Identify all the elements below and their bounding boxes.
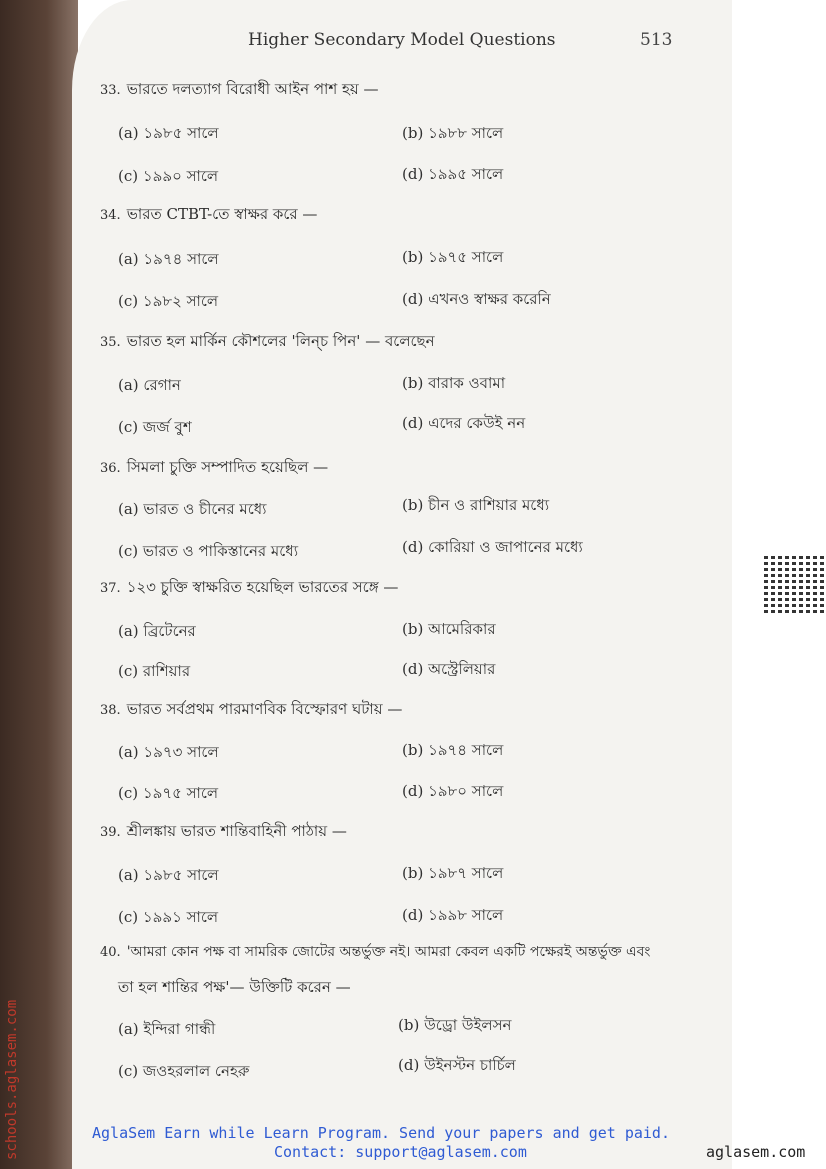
option-b: (b) উড্রো উইলসন [398, 1016, 512, 1034]
option-d: (d) ১৯৯৫ সালে [402, 165, 504, 183]
question-number: 34. [100, 208, 121, 223]
option-c: (c) ভারত ও পাকিস্তানের মধ্যে [118, 542, 299, 560]
option-c: (c) জওহরলাল নেহরু [118, 1062, 250, 1080]
option-c: (c) রাশিয়ার [118, 662, 191, 680]
option-b: (b) ১৯৭৪ সালে [402, 741, 504, 759]
question-37 [100, 576, 398, 601]
question-number: 39. [100, 825, 121, 840]
option-a: (a) ১৯৭৪ সালে [118, 250, 219, 268]
page-number: 513 [640, 30, 673, 50]
option-d: (d) ১৯৯৮ সালে [402, 906, 504, 924]
question-text: ভারত CTBT-তে স্বাক্ষর করে — [126, 205, 318, 223]
question-39 [100, 820, 347, 845]
page-header-title: Higher Secondary Model Questions [248, 30, 556, 50]
option-c: (c) ১৯৯০ সালে [118, 167, 219, 185]
question-40 [100, 940, 650, 964]
question-text: ভারতে দলত্যাগ বিরোধী আইন পাশ হয় — [126, 80, 379, 98]
option-a: (a) রেগান [118, 376, 181, 394]
option-b: (b) আমেরিকার [402, 620, 496, 638]
question-text: সিমলা চুক্তি সম্পাদিত হয়েছিল — [126, 458, 329, 476]
question-36 [100, 456, 328, 481]
question-number: 38. [100, 703, 121, 718]
option-d: (d) এখনও স্বাক্ষর করেনি [402, 290, 551, 308]
footer-site-link[interactable]: aglasem.com [706, 1143, 806, 1161]
question-text: ভারত সর্বপ্রথম পারমাণবিক বিস্ফোরণ ঘটায় — [126, 700, 403, 718]
footer-promo: AglaSem Earn while Learn Program. Send your papers and get paid. [92, 1124, 670, 1142]
side-watermark: schools.aglasem.com [4, 999, 20, 1160]
option-c: (c) ১৯৭৫ সালে [118, 784, 219, 802]
option-a: (a) ইন্দিরা গান্ধী [118, 1020, 216, 1038]
option-b: (b) ১৯৮৮ সালে [402, 124, 504, 142]
option-b: (b) ১৯৮৭ সালে [402, 864, 504, 882]
question-number: 35. [100, 335, 121, 350]
question-text: ১২৩ চুক্তি স্বাক্ষরিত হয়েছিল ভারতের সঙ্গে — [126, 578, 399, 596]
question-number: 33. [100, 83, 121, 98]
footer-contact[interactable]: Contact: support@aglasem.com [274, 1143, 527, 1161]
option-c: (c) জর্জ বুশ [118, 418, 192, 436]
question-34 [100, 203, 317, 228]
question-35 [100, 330, 435, 355]
option-b: (b) ১৯৭৫ সালে [402, 248, 504, 266]
question-38 [100, 698, 402, 723]
question-number: 36. [100, 461, 121, 476]
option-a: (a) ১৯৭৩ সালে [118, 743, 219, 761]
option-d: (d) উইনস্টন চার্চিল [398, 1056, 516, 1074]
option-d: (d) অস্ট্রেলিয়ার [402, 660, 496, 678]
option-b: (b) বারাক ওবামা [402, 374, 506, 392]
book-spine-shadow [0, 0, 78, 1169]
qr-code-icon[interactable] [764, 553, 824, 613]
question-40-line2: তা হল শান্তির পক্ষ'— উক্তিটি করেন — [118, 978, 351, 996]
option-c: (c) ১৯৯১ সালে [118, 908, 219, 926]
option-a: (a) ভারত ও চীনের মধ্যে [118, 500, 267, 518]
option-d: (d) এদের কেউই নন [402, 414, 526, 432]
option-d: (d) কোরিয়া ও জাপানের মধ্যে [402, 538, 583, 556]
option-a: (a) ১৯৮৫ সালে [118, 866, 219, 884]
question-text-line1: 'আমরা কোন পক্ষ বা সামরিক জোটের অন্তর্ভুক্ত নই। আমরা কেবল একটি পক্ষেরই অন্তর্ভুক্ত এবং [126, 944, 651, 960]
option-d: (d) ১৯৮০ সালে [402, 782, 504, 800]
option-b: (b) চীন ও রাশিয়ার মধ্যে [402, 496, 550, 514]
question-text: ভারত হল মার্কিন কৌশলের 'লিন্চ পিন' — বলেছেন [126, 332, 435, 350]
option-c: (c) ১৯৮২ সালে [118, 292, 219, 310]
question-33 [100, 78, 379, 103]
question-number: 40. [100, 945, 121, 960]
option-a: (a) ১৯৮৫ সালে [118, 124, 219, 142]
option-a: (a) ব্রিটেনের [118, 622, 196, 640]
question-text: শ্রীলঙ্কায় ভারত শান্তিবাহিনী পাঠায় — [126, 822, 347, 840]
question-number: 37. [100, 581, 121, 596]
